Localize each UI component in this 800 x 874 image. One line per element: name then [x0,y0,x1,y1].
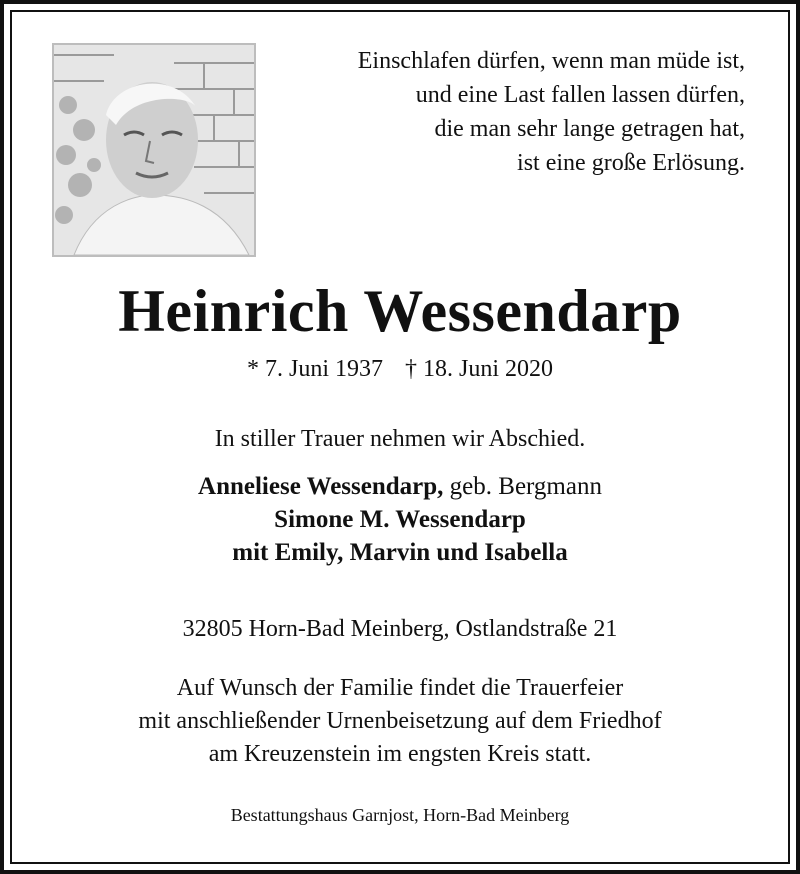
spouse-maiden-name: geb. Bergmann [443,473,602,500]
notice-line: Auf Wunsch der Familie findet die Trauerfeier [176,675,624,701]
spouse-name: Anneliese Wessendarp, [198,473,444,500]
poem-line: die man sehr lange getragen hat, [434,116,745,142]
poem-line: ist eine große Erlösung. [517,150,745,176]
address: 32805 Horn-Bad Meinberg, Ostlandstraße 21 [182,616,618,642]
undertaker-name: Bestattungshaus Garnjost, Horn-Bad Meinberg [230,805,570,825]
portrait-photo [52,43,256,257]
family-list [0,470,800,569]
life-dates [0,354,800,384]
notice-line: mit anschließender Urnenbeisetzung auf dem Friedhof [138,708,662,734]
birth-date: * 7. Juni 1937 [246,356,383,382]
family-line-grandchildren: mit Emily, Marvin und Isabella [232,539,568,566]
death-date: † 18. Juni 2020 [405,356,554,382]
family-line-daughter: Simone M. Wessendarp [274,506,526,533]
family-line-spouse [0,470,800,503]
deceased-name: Heinrich Wessendarp [118,278,682,344]
funeral-notice [0,672,800,771]
poem [275,44,745,180]
poem-line: Einschlafen dürfen, wenn man müde ist, [357,48,745,74]
mourning-text: In stiller Trauer nehmen wir Abschied. [214,426,586,452]
notice-line: am Kreuzenstein im engsten Kreis statt. [208,741,592,767]
poem-line: und eine Last fallen lassen dürfen, [415,82,745,108]
